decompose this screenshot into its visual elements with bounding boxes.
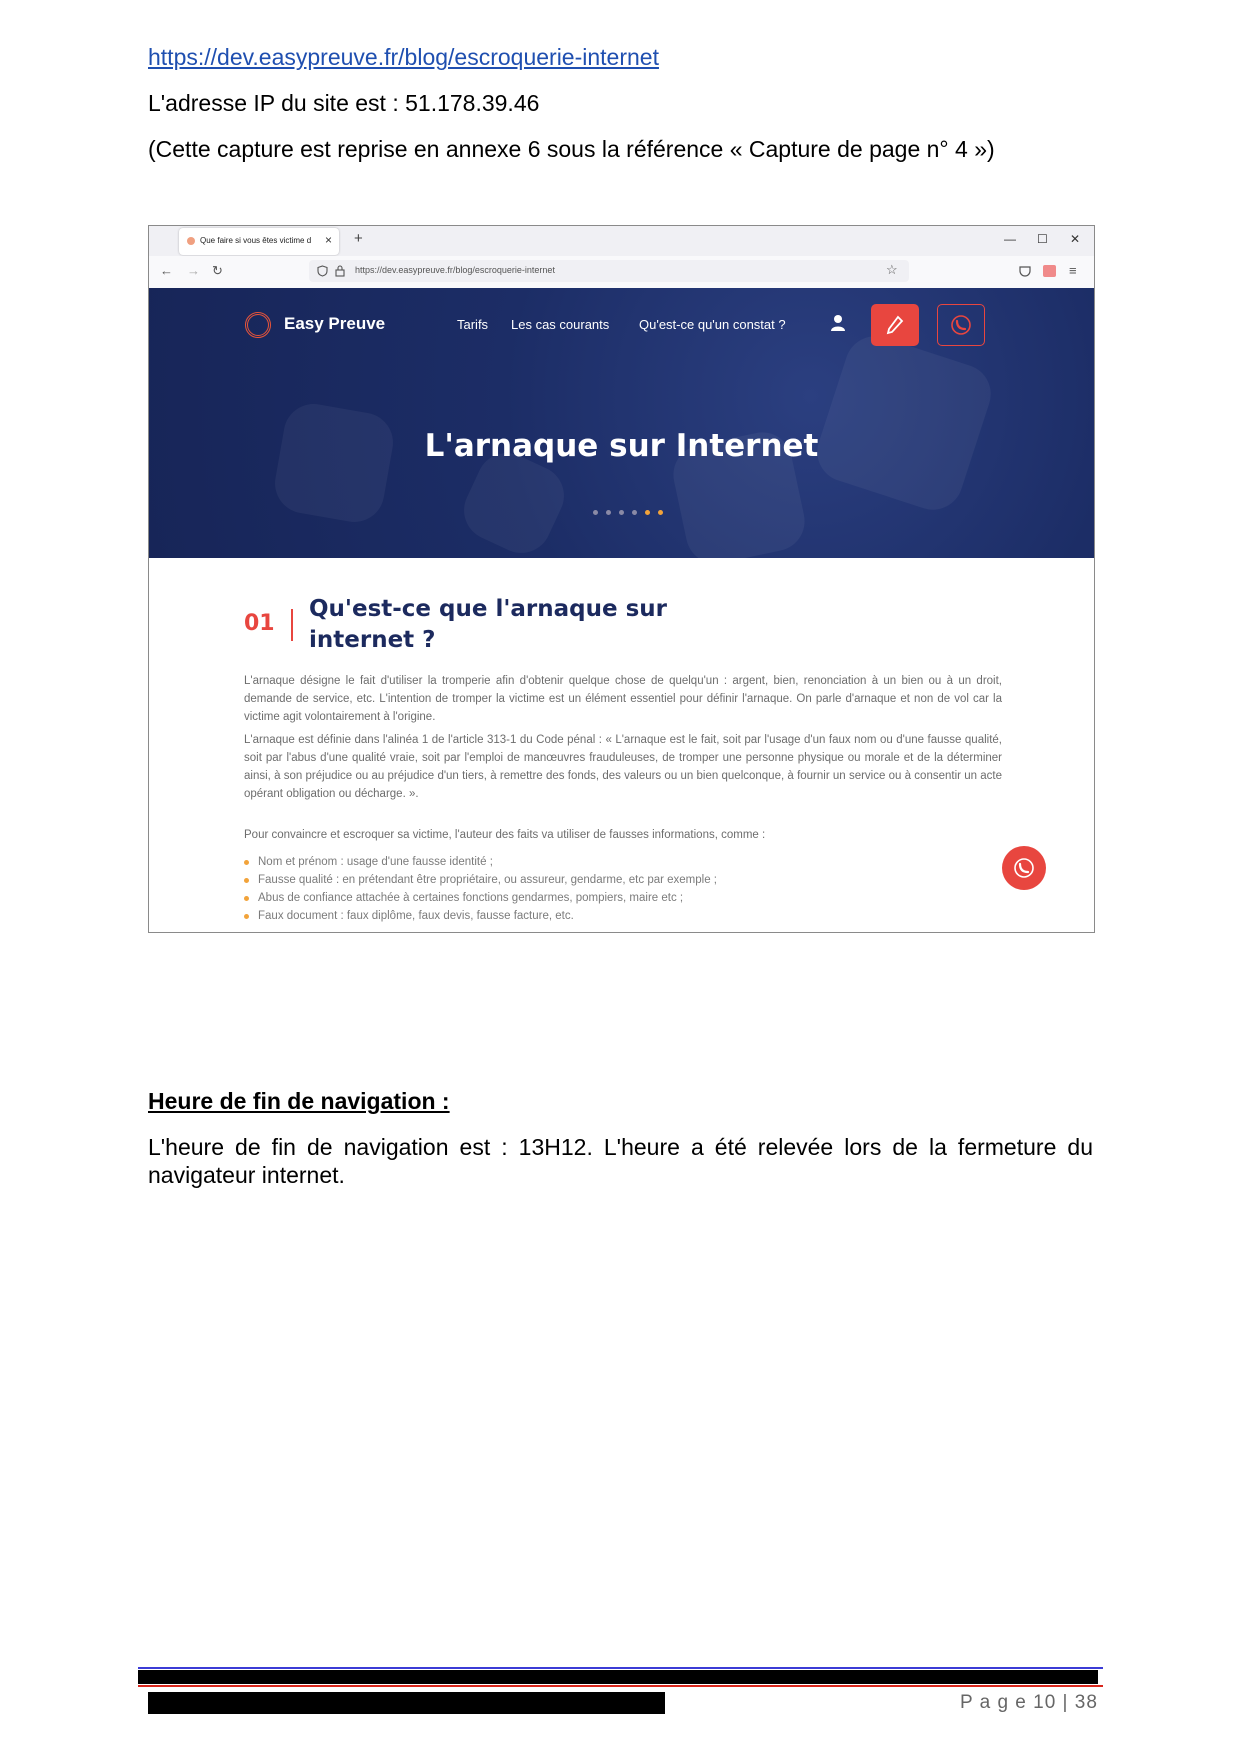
shield-icon <box>317 265 328 277</box>
list-item: Faux document : faux diplôme, faux devis, fausse facture, etc. <box>244 907 964 925</box>
bookmark-star-icon[interactable]: ☆ <box>886 262 898 277</box>
lock-icon <box>335 265 345 277</box>
section-divider <box>291 609 293 641</box>
phone-icon <box>950 314 972 336</box>
window-close-icon[interactable]: ✕ <box>1070 232 1081 246</box>
phone-icon <box>1013 857 1035 879</box>
nav-cas-courants[interactable]: Les cas courants <box>511 317 610 332</box>
section-title: Qu'est-ce que l'arnaque sur internet ? <box>309 596 668 653</box>
list-item: Nom et prénom : usage d'une fausse identité ; <box>244 853 964 871</box>
back-icon[interactable]: ← <box>160 263 173 278</box>
favicon-icon <box>187 237 195 245</box>
list-item: Fausse qualité : en prétendant être propriétaire, ou assureur, gendarme, etc par exemple ; <box>244 871 964 889</box>
user-icon[interactable] <box>831 314 845 332</box>
tab-close-icon[interactable]: × <box>325 233 333 247</box>
floating-call-button[interactable] <box>1002 846 1046 890</box>
maximize-icon[interactable]: ☐ <box>1037 232 1048 246</box>
hero-title: L'arnaque sur Internet <box>424 428 819 464</box>
browser-nav-bar <box>149 256 1094 289</box>
browser-menu-icon[interactable]: ≡ <box>1069 263 1077 278</box>
hero-banner <box>149 288 1094 558</box>
fingerprint-logo-icon[interactable] <box>245 312 271 338</box>
capture-reference-note: (Cette capture est reprise en annexe 6 sous la référence « Capture de page n° 4 ») <box>148 136 995 162</box>
carousel-dot[interactable] <box>632 510 637 515</box>
address-bar[interactable] <box>309 260 909 282</box>
paragraph-code-penal: L'arnaque est définie dans l'alinéa 1 de l'article 313-1 du Code pénal : « L'arnaque est le fait, soit par l'usage d'un faux nom ou d'une fausse qualité, soit par l'abus d'une qualité vraie, soit par l'emploi de manœuvres frauduleuses, de tromper une personne physique ou morale et de la déterminer ainsi, à son préjudice ou au préjudice d'un tiers, à remettre des fonds, des valeurs ou un bien quelconque, à fournir un service ou à consentir un acte opérant obligation ou décharge. ». <box>244 734 1002 800</box>
footer-rule-blue <box>138 1667 1103 1669</box>
forward-icon[interactable]: → <box>187 263 200 278</box>
end-navigation-heading: Heure de fin de navigation : <box>148 1088 450 1114</box>
site-logo-text[interactable]: Easy Preuve <box>284 314 386 333</box>
section-number: 01 <box>244 611 275 636</box>
extension-icon[interactable] <box>1043 265 1056 277</box>
background-social-shape <box>809 328 998 517</box>
paragraph-intro-list: Pour convaincre et escroquer sa victime, l'auteur des faits va utiliser de fausses informations, comme : <box>244 829 766 841</box>
footer-rule-red <box>138 1685 1103 1687</box>
nav-tarifs[interactable]: Tarifs <box>457 317 489 332</box>
new-tab-icon[interactable]: + <box>354 230 363 247</box>
browser-tab[interactable] <box>179 228 339 255</box>
tab-title: Que faire si vous êtes victime d <box>200 236 312 245</box>
carousel-dot[interactable] <box>593 510 598 515</box>
carousel-dot[interactable] <box>619 510 624 515</box>
minimize-icon[interactable]: — <box>1004 232 1016 246</box>
pencil-icon <box>886 315 904 335</box>
quote-button[interactable] <box>871 304 919 346</box>
browser-tab-bar <box>149 226 1094 256</box>
list-item: Abus de confiance attachée à certaines fonctions gendarmes, pompiers, maire etc ; <box>244 889 964 907</box>
source-url-link[interactable]: https://dev.easypreuve.fr/blog/escroquerie-internet <box>148 44 659 70</box>
address-text: https://dev.easypreuve.fr/blog/escroquerie-internet <box>355 265 555 275</box>
reload-icon[interactable]: ↻ <box>212 263 223 278</box>
redaction-bar <box>138 1670 1098 1684</box>
page-number: P a g e 10 | 38 <box>960 1692 1098 1713</box>
end-navigation-paragraph: L'heure de fin de navigation est : 13H12. L'heure a été relevée lors de la fermeture du navigateur internet. <box>148 1134 1093 1188</box>
call-button[interactable] <box>937 304 985 346</box>
carousel-dot-active[interactable] <box>658 510 663 515</box>
website-screenshot <box>148 225 1095 933</box>
paragraph-definition: L'arnaque désigne le fait d'utiliser la tromperie afin d'obtenir quelque chose de quelqu'un : argent, bien, renonciation à un bien ou à un droit, demande de service, etc. L'intention de tromper la victime est un élément essentiel pour définir l'arnaque. On parle d'arnaque et non de vol car la victime agit volontairement à l'origine. <box>244 675 1002 723</box>
carousel-dot[interactable] <box>606 510 611 515</box>
carousel-dot-active[interactable] <box>645 510 650 515</box>
ip-address-line: L'adresse IP du site est : 51.178.39.46 <box>148 90 540 116</box>
fraud-methods-list <box>244 853 964 925</box>
pocket-icon[interactable] <box>1019 266 1031 277</box>
redaction-bar <box>148 1692 665 1714</box>
nav-constat[interactable]: Qu'est-ce qu'un constat ? <box>639 317 786 332</box>
